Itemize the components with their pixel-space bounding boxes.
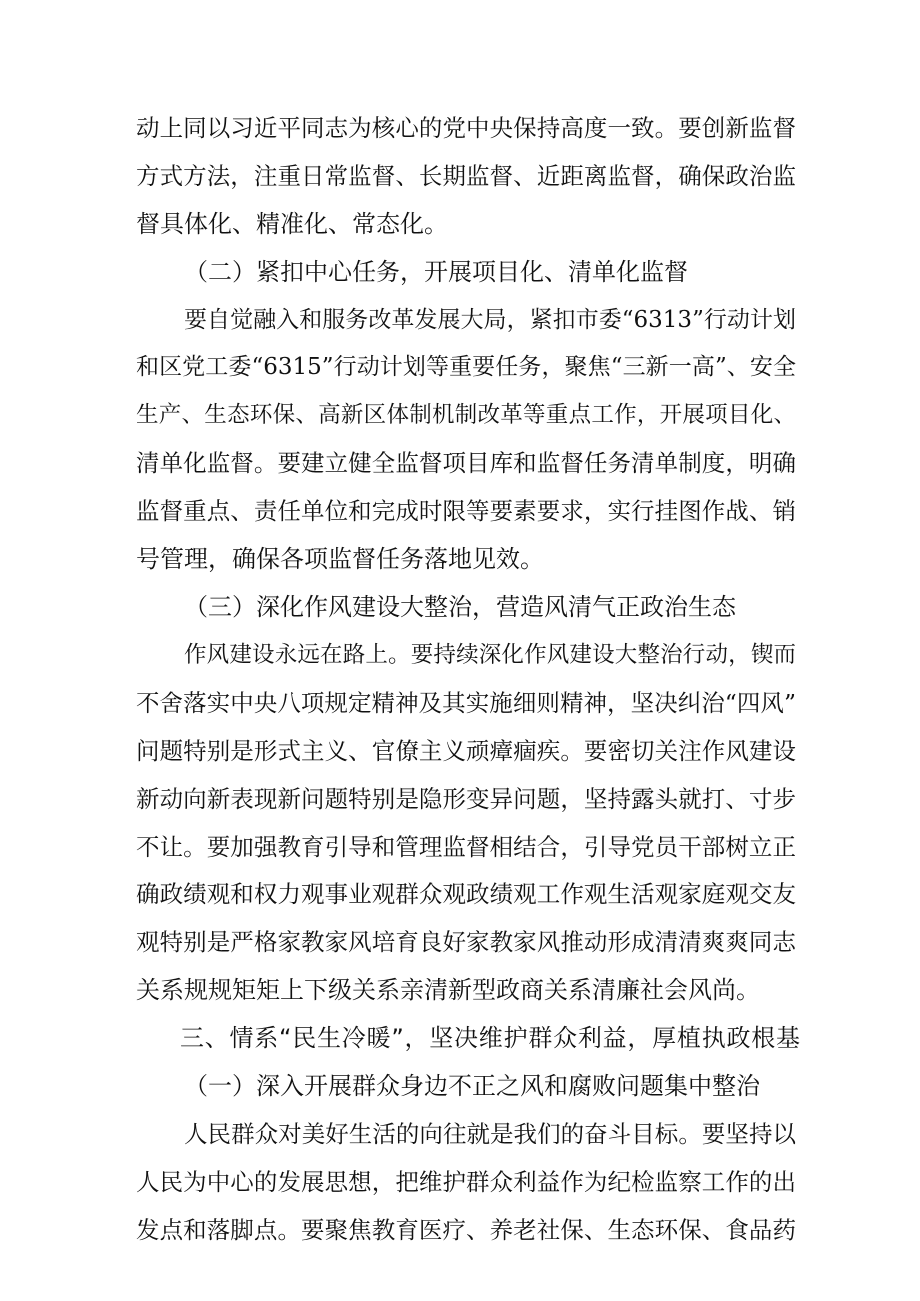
- body-text-line: 人民为中心的发展思想，把维护群众利益作为纪检监察工作的出: [136, 1168, 796, 1196]
- body-text-line: 观特别是严格家教家风培育良好家教家风推动形成清清爽爽同志: [136, 928, 796, 956]
- body-text-line: 关系规规矩矩上下级关系亲清新型政商关系清廉社会风尚。: [136, 976, 760, 1004]
- section-subheading: （一）深入开展群众身边不正之风和腐败问题集中整治: [184, 1072, 760, 1100]
- body-text-line: 作风建设永远在路上。要持续深化作风建设大整治行动，锲而: [184, 642, 796, 668]
- section-subheading: （二）紧扣中心任务，开展项目化、清单化监督: [184, 258, 688, 286]
- body-text-line: 不舍落实中央八项规定精神及其实施细则精神，坚决纠治“四风”: [136, 689, 796, 717]
- body-text-line: 不让。要加强教育引导和管理监督相结合，引导党员干部树立正: [136, 833, 796, 861]
- section-heading: 三、情系“民生冷暖”，坚决维护群众利益，厚植执政根基: [180, 1024, 800, 1052]
- body-text-line: 方式方法，注重日常监督、长期监督、近距离监督，确保政治监: [136, 162, 796, 190]
- body-text-line: 清单化监督。要建立健全监督项目库和监督任务清单制度，明确: [136, 449, 796, 477]
- body-text-line: 人民群众对美好生活的向往就是我们的奋斗目标。要坚持以: [184, 1120, 796, 1148]
- body-text-line: 生产、生态环保、高新区体制机制改革等重点工作，开展项目化、: [136, 402, 796, 428]
- body-text-line: 督具体化、精准化、常态化。: [136, 210, 448, 238]
- body-text-line: 号管理，确保各项监督任务落地见效。: [136, 545, 544, 573]
- body-text-line: 问题特别是形式主义、官僚主义顽瘴痼疾。要密切关注作风建设: [136, 737, 796, 765]
- body-text-line: 发点和落脚点。要聚焦教育医疗、养老社保、生态环保、食品药: [136, 1216, 796, 1244]
- body-text-line: 监督重点、责任单位和完成时限等要素要求，实行挂图作战、销: [136, 497, 796, 525]
- body-text-line: 确政绩观和权力观事业观群众观政绩观工作观生活观家庭观交友: [136, 880, 796, 908]
- body-text-line: 和区党工委“6315”行动计划等重要任务，聚焦“三新一高”、安全: [136, 354, 796, 380]
- body-text-line: 要自觉融入和服务改革发展大局，紧扣市委“6313”行动计划: [184, 307, 796, 333]
- section-subheading: （三）深化作风建设大整治，营造风清气正政治生态: [184, 593, 736, 621]
- body-text-line: 新动向新表现新问题特别是隐形变异问题，坚持露头就打、寸步: [136, 785, 796, 813]
- body-text-line: 动上同以习近平同志为核心的党中央保持高度一致。要创新监督: [136, 114, 796, 142]
